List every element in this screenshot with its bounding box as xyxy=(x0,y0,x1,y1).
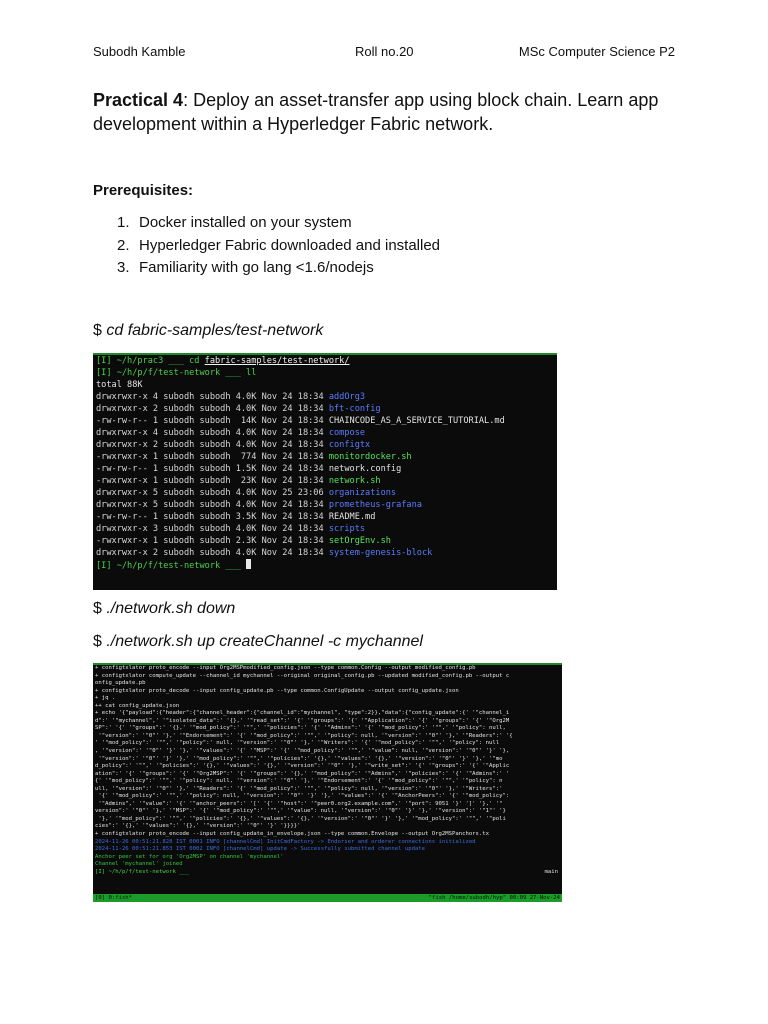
terminal-line: + configtxlator proto_decode --input config_update.pb --type common.ConfigUpdate --output config_update.json xyxy=(95,687,459,694)
terminal-line: cies":' '{},' '"values":' '{},' '"version":' '"0"' '}' '}}}}' xyxy=(95,823,301,830)
terminal-line: [I] ~/h/prac3 ___ cd fabric-samples/test-network/ xyxy=(96,356,350,366)
file-name: organizations xyxy=(328,488,397,498)
terminal-line: SP":' '{' '"groups":' '{},' '"mod_policy":' '"",' '"policies":' '{' '"Admins":' '{' '"mod_policy":' '"",' '"policy": null, xyxy=(95,725,506,732)
terminal-line: [I] ~/h/p/f/test-network ___ ll xyxy=(96,368,257,378)
terminal-line: [I] ~/h/p/f/test-network ___ xyxy=(93,559,557,571)
tmux-status-bar xyxy=(93,894,562,902)
terminal-screenshot-network-up xyxy=(93,663,562,902)
file-name: compose xyxy=(328,428,366,438)
file-name: prometheus-grafana xyxy=(328,500,422,510)
terminal-screenshot-ls xyxy=(93,353,557,590)
terminal-line: '"Admins",' '"value":' '{' '"anchor_peers":' '[' '{' '"host":' '"peer0.org2.example.com",' '"port": 9051 '}' ']' '},' '" xyxy=(95,800,503,807)
terminal-line: + configtxlator proto_encode --input config_update_in_envelope.json --type common.Envelope --output Org2MSPanchors.tx xyxy=(95,831,490,838)
terminal-line: d":' '"mychannel",' '"isolated_data":' '{},' '"read_set":' '{' '"groups":' '{' '"Application":' '{' '"groups":' '{' '"Org2M xyxy=(95,717,510,724)
terminal-line: ull, '"version":' '"0"' '},' '"Readers":' '{' '"mod_policy":' '"",' '"policy": null, '"version":' '"0"' '},' '"Writers":' xyxy=(95,785,503,792)
ls-listing xyxy=(93,391,557,559)
file-name: CHAINCODE_AS_A_SERVICE_TUTORIAL.md xyxy=(328,416,505,426)
ls-row: -rw-rw-r-- 1 subodh subodh 1.5K Nov 24 18:34 network.config xyxy=(96,464,402,474)
terminal-line: + echo '{"payload":{"header":{"channel_header":{"channel_id":"mychannel", "type":2}},"data":{"config_update":{' '"channel_i xyxy=(95,710,510,717)
page-header xyxy=(93,44,675,62)
terminal-line: onfig_update.pb xyxy=(95,680,146,687)
course-name: MSc Computer Science P2 xyxy=(518,44,675,59)
ls-row: -rw-rw-r-- 1 subodh subodh 14K Nov 24 18:34 CHAINCODE_AS_A_SERVICE_TUTORIAL.md xyxy=(96,416,505,426)
practical-label: Practical 4 xyxy=(93,90,184,110)
ls-row: drwxrwxr-x 3 subodh subodh 4.0K Nov 24 18:34 scripts xyxy=(96,524,366,534)
terminal-line: '"version":' '"0"' '},' '"Endorsement":' '{' '"mod_policy":' '"",' '"policy": null, '"version":' '"0"' '},' '"Readers":' '{ xyxy=(95,732,513,739)
file-name: scripts xyxy=(328,524,366,534)
ls-row: drwxrwxr-x 4 subodh subodh 4.0K Nov 24 18:34 addOrg3 xyxy=(96,392,366,402)
ls-row: drwxrwxr-x 2 subodh subodh 4.0K Nov 24 18:34 bft-config xyxy=(96,404,381,414)
ls-row: drwxrwxr-x 2 subodh subodh 4.0K Nov 24 18:34 system-genesis-block xyxy=(96,548,433,558)
file-name: network.sh xyxy=(328,476,381,486)
ls-row: -rwxrwxr-x 1 subodh subodh 23K Nov 24 18:34 network.sh xyxy=(96,476,381,486)
file-name: README.md xyxy=(328,512,376,522)
terminal-output xyxy=(93,665,562,869)
practical-title xyxy=(93,88,693,136)
terminal-line: + jq . xyxy=(95,695,116,702)
terminal-line: ' '"mod_policy":' '"",' '"policy":' null, '"version":' '"0"' '},' '"Writers":' '{' '"mod_policy":' '"",' '"policy": null xyxy=(95,740,500,747)
roll-number: Roll no.20 xyxy=(355,44,414,59)
branch-label: main xyxy=(544,868,558,875)
ls-row: drwxrwxr-x 4 subodh subodh 4.0K Nov 24 18:34 compose xyxy=(96,428,366,438)
ls-row: -rwxrwxr-x 1 subodh subodh 2.3K Nov 24 18:34 setOrgEnv.sh xyxy=(96,536,391,546)
terminal-line: '},' '"mod_policy":' '"",' '"policies":' '{},' '"values":' '{},' '"version":' '"0"' '}' '},' '"mod_policy":' '"",' '"poli xyxy=(95,815,506,822)
terminal-line: total 88K xyxy=(96,380,143,390)
file-name: configtx xyxy=(328,440,371,450)
terminal-line: ++ cat config_update.json xyxy=(95,702,180,709)
ls-row: -rw-rw-r-- 1 subodh subodh 3.5K Nov 24 18:34 README.md xyxy=(96,512,376,522)
file-name: network.config xyxy=(328,464,402,474)
ls-row: drwxrwxr-x 2 subodh subodh 4.0K Nov 24 18:34 configtx xyxy=(96,440,371,450)
terminal-line: [I] ~/h/p/f/test-network ___ main xyxy=(95,868,558,875)
list-item: 1. Docker installed on your system xyxy=(117,214,352,231)
prerequisites-heading: Prerequisites: xyxy=(93,182,194,199)
file-name: addOrg3 xyxy=(328,392,366,402)
list-item: 3. Familiarity with go lang <1.6/nodejs xyxy=(117,259,374,276)
terminal-line: Channel 'mychannel' joined xyxy=(95,861,183,868)
cursor-icon xyxy=(246,559,251,569)
terminal-line: '{' '"mod_policy":' '"",' '"policy": null, '"version":' '"0"' '}' '},' '"values":' '{' '"AnchorPeers":' '{' '"mod_policy": xyxy=(95,793,510,800)
command-up: $ ./network.sh up createChannel -c mychannel xyxy=(93,633,423,650)
terminal-line: d_policy":' '"",' '"policies":' '{},' '"values":' '{},' '"version":' '"0"' '},' '"write_set":' '{' '"groups":' '{' '"Applic xyxy=(95,763,510,770)
list-item: 2. Hyperledger Fabric downloaded and installed xyxy=(117,236,441,254)
terminal-line: version":' '"0"' '},' '"MSP":' '{' '"mod_policy":' '"",' '"value": null, '"version":' '"0"' '}' '},' '"version":' '"1"' '} xyxy=(95,808,506,815)
terminal-line: + configtxlator compute_update --channel_id mychannel --original original_config.pb --updated modified_config.pb --output c xyxy=(95,672,510,679)
terminal-line: Anchor peer set for org 'Org2MSP' on channel 'mychannel' xyxy=(95,853,284,860)
ls-row: drwxrwxr-x 5 subodh subodh 4.0K Nov 25 23:06 organizations xyxy=(96,488,397,498)
tmux-status-right: "fish /home/subodh/hyp" 00:09 27-Nov-24 xyxy=(428,895,560,901)
file-name: system-genesis-block xyxy=(328,548,433,558)
terminal-line: ation":' '{' '"groups":' '{' '"Org2MSP":' '{' '"groups":' '{},' '"mod_policy":' '"Admins",' '"policies":' '{' '"Admins":' ' xyxy=(95,770,510,777)
terminal-line: 2024-11-26 00:51:21.828 IST 0001 INFO [channelCmd] InitCmdFactory -> Endorser and orderer connections initialized xyxy=(95,838,476,845)
terminal-line: {' '"mod_policy":' '"",' '"policy": null, '"version":' '"0"' '},' '"Endorsement":' '{' '"mod_policy":' '"",' '"policy": n xyxy=(95,778,503,785)
file-name: setOrgEnv.sh xyxy=(328,536,391,546)
command-cd: $ cd fabric-samples/test-network xyxy=(93,322,324,339)
terminal-line: 2024-11-26 00:51:21.853 IST 0002 INFO [channelCmd] update -> Successfully submitted channel update xyxy=(95,846,426,853)
terminal-line: , '"version":' '"0"' '}' '},' '"values":' '{' '"MSP":' '{' '"mod_policy":' '"",' '"value": null, '"version":' '"0"' '}' '}, xyxy=(95,748,510,755)
ls-row: -rwxrwxr-x 1 subodh subodh 774 Nov 24 18:34 monitordocker.sh xyxy=(96,452,412,462)
terminal-line: + configtxlator proto_encode --input Org2MSPmodified_config.json --type common.Config --output modified_config.pb xyxy=(95,665,476,671)
terminal-line: '"version":' '"0"' '}' '},' '"mod_policy":' '"",' '"policies":' '{},' '"values":' '{},' '"version":' '"0"' '}' '},' '"mo xyxy=(95,755,503,762)
command-down: $ ./network.sh down xyxy=(93,600,236,617)
file-name: monitordocker.sh xyxy=(328,452,412,462)
ls-row: drwxrwxr-x 5 subodh subodh 4.0K Nov 24 18:34 prometheus-grafana xyxy=(96,500,422,510)
tmux-window-label: [0] 0:fish* xyxy=(95,895,133,901)
prerequisites-list xyxy=(117,212,440,280)
practical-description: : Deploy an asset-transfer app using block chain. Learn app development within a Hyperledger Fabric network. xyxy=(93,90,659,134)
file-name: bft-config xyxy=(328,404,381,414)
author-name: Subodh Kamble xyxy=(93,44,186,59)
